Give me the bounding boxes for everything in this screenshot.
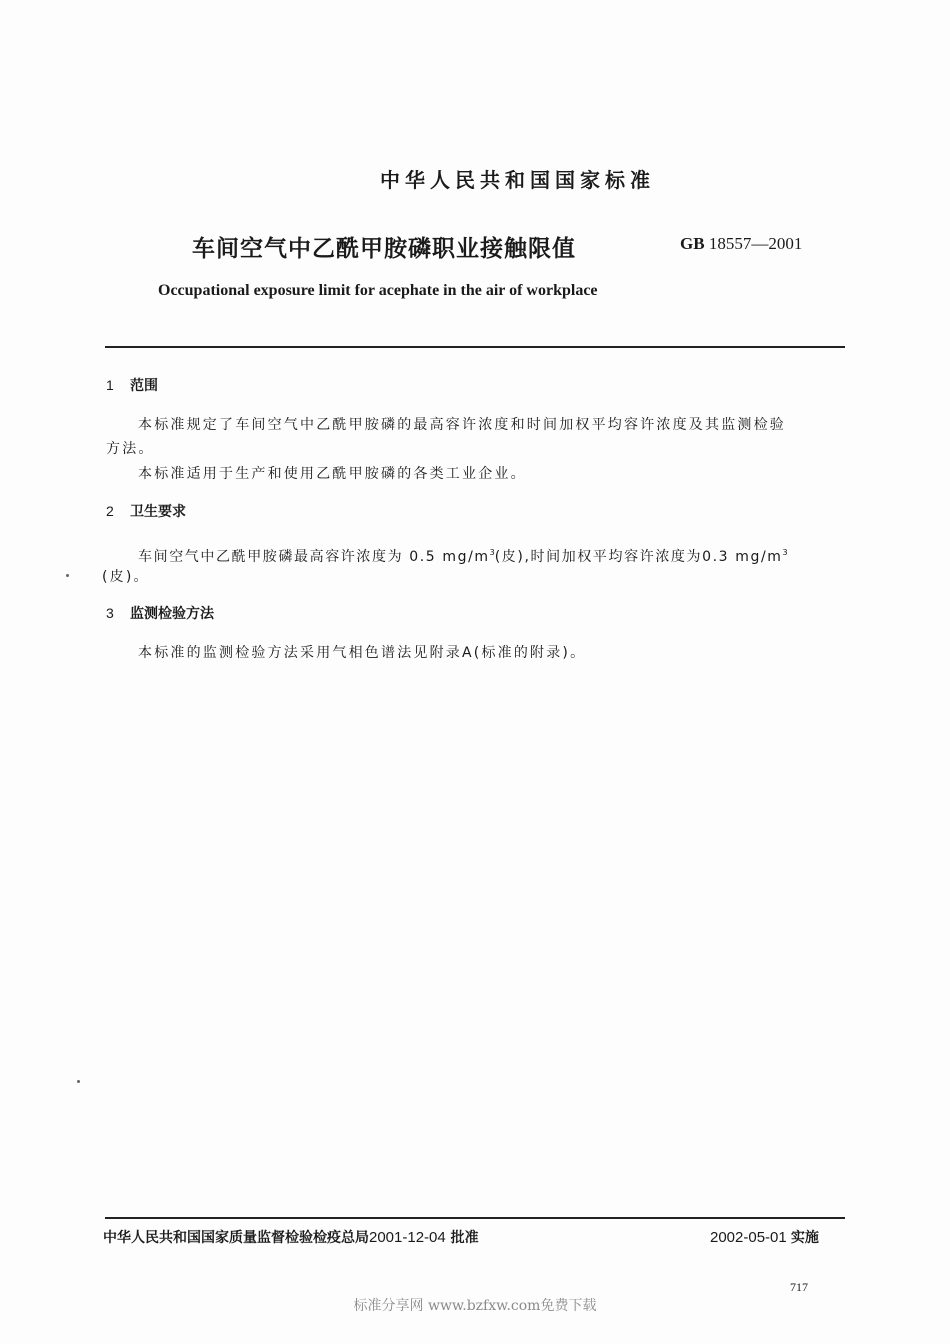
scan-speck (77, 1080, 80, 1083)
section-3-heading (106, 603, 214, 623)
approve-word: 批准 (450, 1230, 479, 1246)
standard-prefix: GB (680, 234, 705, 253)
header-divider (105, 346, 845, 348)
section-1-title: 范围 (130, 378, 158, 394)
implementation-date: 2002-05-01 (710, 1229, 787, 1246)
approval-line (103, 1227, 479, 1247)
section-3-paragraph-1: 本标准的监测检验方法采用气相色谱法见附录A(标准的附录)。 (138, 645, 587, 661)
section-1-heading (106, 375, 158, 395)
section-2-paragraph-2: (皮)。 (102, 569, 150, 585)
section-1-paragraph-1-continued: 方法。 (106, 441, 155, 457)
english-title: Occupational exposure limit for acephate in the air of workplace (158, 282, 598, 299)
page-number: 717 (790, 1280, 808, 1294)
standard-number (680, 234, 802, 254)
standard-code: 18557—2001 (708, 234, 803, 253)
section-1-paragraph-1: 本标准规定了车间空气中乙酰甲胺磷的最高容许浓度和时间加权平均容许浓度及其监测检验 (138, 417, 786, 433)
scan-speck (66, 574, 69, 577)
section-1-number: 1 (106, 377, 114, 393)
section-2-heading (106, 501, 186, 521)
approver: 中华人民共和国国家质量监督检验检疫总局 (103, 1230, 369, 1246)
document-title: 车间空气中乙酰甲胺磷职业接触限值 (192, 236, 576, 262)
national-standard-title: 中华人民共和国国家标准 (380, 168, 655, 192)
section-2-paragraph-1 (138, 541, 788, 569)
section-2-number: 2 (106, 503, 114, 519)
unit-superscript-2: 3 (782, 548, 788, 557)
limit-text-b: (皮),时间加权平均容许浓度为0.3 mg/m (494, 549, 783, 565)
watermark: 标准分享网 www.bzfxw.com免费下载 (353, 1298, 597, 1314)
footer-divider (105, 1217, 845, 1219)
unit-superscript-1: 3 (489, 548, 495, 557)
implementation-line (710, 1227, 819, 1247)
limit-text-a: 车间空气中乙酰甲胺磷最高容许浓度为 0.5 mg/m (138, 549, 490, 565)
section-2-title: 卫生要求 (130, 504, 186, 520)
approve-date: 2001-12-04 (369, 1229, 446, 1246)
implementation-word: 实施 (790, 1230, 819, 1246)
section-1-paragraph-2: 本标准适用于生产和使用乙酰甲胺磷的各类工业企业。 (138, 466, 527, 482)
section-3-number: 3 (106, 605, 114, 621)
section-3-title: 监测检验方法 (130, 606, 214, 622)
